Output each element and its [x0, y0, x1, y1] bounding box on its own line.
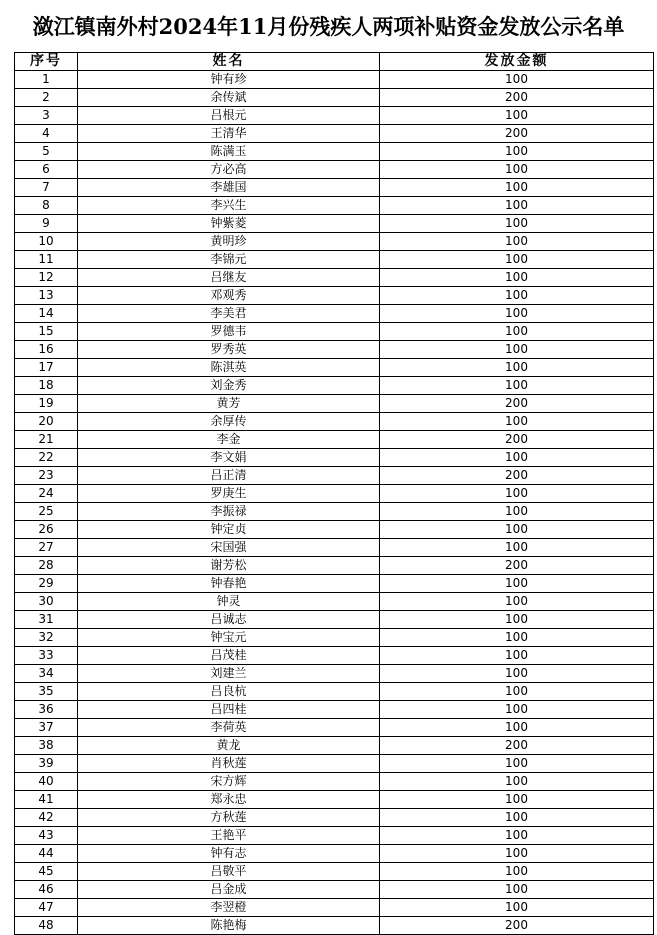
serial-cell: 17 [15, 359, 78, 377]
name-cell: 吕根元 [78, 107, 380, 125]
name-cell: 黄芳 [78, 395, 380, 413]
serial-cell: 27 [15, 539, 78, 557]
table-row [15, 71, 654, 89]
table-row [15, 647, 654, 665]
table-row [15, 485, 654, 503]
amount-cell: 200 [380, 395, 654, 413]
table-row [15, 575, 654, 593]
serial-cell: 44 [15, 845, 78, 863]
amount-cell: 100 [380, 233, 654, 251]
serial-cell: 42 [15, 809, 78, 827]
table-row [15, 593, 654, 611]
name-cell: 吕茂桂 [78, 647, 380, 665]
name-cell: 李兴生 [78, 197, 380, 215]
serial-cell: 26 [15, 521, 78, 539]
serial-cell: 34 [15, 665, 78, 683]
serial-cell: 15 [15, 323, 78, 341]
serial-cell: 10 [15, 233, 78, 251]
serial-cell: 21 [15, 431, 78, 449]
amount-cell: 100 [380, 665, 654, 683]
serial-cell: 23 [15, 467, 78, 485]
name-cell: 宋方辉 [78, 773, 380, 791]
amount-cell: 100 [380, 773, 654, 791]
serial-cell: 40 [15, 773, 78, 791]
table-row [15, 197, 654, 215]
serial-cell: 35 [15, 683, 78, 701]
name-cell: 李振禄 [78, 503, 380, 521]
column-header-amount: 发放金额 [380, 53, 654, 71]
amount-cell: 100 [380, 575, 654, 593]
serial-cell: 39 [15, 755, 78, 773]
name-cell: 钟春艳 [78, 575, 380, 593]
table-row [15, 863, 654, 881]
serial-cell: 29 [15, 575, 78, 593]
amount-cell: 100 [380, 161, 654, 179]
serial-cell: 11 [15, 251, 78, 269]
name-cell: 李锦元 [78, 251, 380, 269]
table-row [15, 503, 654, 521]
name-cell: 邓观秀 [78, 287, 380, 305]
amount-cell: 100 [380, 881, 654, 899]
name-cell: 罗秀英 [78, 341, 380, 359]
table-row [15, 683, 654, 701]
name-cell: 方必高 [78, 161, 380, 179]
amount-cell: 100 [380, 305, 654, 323]
name-cell: 李金 [78, 431, 380, 449]
name-cell: 王艳平 [78, 827, 380, 845]
serial-cell: 14 [15, 305, 78, 323]
name-cell: 王清华 [78, 125, 380, 143]
amount-cell: 100 [380, 449, 654, 467]
table-row [15, 215, 654, 233]
name-cell: 肖秋莲 [78, 755, 380, 773]
amount-cell: 100 [380, 593, 654, 611]
amount-cell: 200 [380, 557, 654, 575]
serial-cell: 13 [15, 287, 78, 305]
name-cell: 李美君 [78, 305, 380, 323]
serial-cell: 16 [15, 341, 78, 359]
name-cell: 李雄国 [78, 179, 380, 197]
serial-cell: 19 [15, 395, 78, 413]
amount-cell: 100 [380, 197, 654, 215]
amount-cell: 100 [380, 899, 654, 917]
name-cell: 吕诚志 [78, 611, 380, 629]
name-cell: 郑永忠 [78, 791, 380, 809]
amount-cell: 100 [380, 215, 654, 233]
amount-cell: 200 [380, 737, 654, 755]
serial-cell: 9 [15, 215, 78, 233]
table-row [15, 233, 654, 251]
name-cell: 钟灵 [78, 593, 380, 611]
table-row [15, 449, 654, 467]
table-row [15, 323, 654, 341]
serial-cell: 1 [15, 71, 78, 89]
name-cell: 罗庚生 [78, 485, 380, 503]
serial-cell: 30 [15, 593, 78, 611]
serial-cell: 2 [15, 89, 78, 107]
amount-cell: 100 [380, 521, 654, 539]
name-cell: 陈满玉 [78, 143, 380, 161]
table-row [15, 755, 654, 773]
amount-cell: 100 [380, 719, 654, 737]
name-cell: 余传斌 [78, 89, 380, 107]
table-row [15, 143, 654, 161]
table-row [15, 179, 654, 197]
table-row [15, 557, 654, 575]
amount-cell: 100 [380, 755, 654, 773]
table-row [15, 881, 654, 899]
name-cell: 方秋莲 [78, 809, 380, 827]
amount-cell: 100 [380, 377, 654, 395]
table-row [15, 845, 654, 863]
name-cell: 黄明珍 [78, 233, 380, 251]
table-row [15, 629, 654, 647]
table-header-row [15, 53, 654, 71]
amount-cell: 100 [380, 107, 654, 125]
table-row [15, 791, 654, 809]
serial-cell: 7 [15, 179, 78, 197]
amount-cell: 100 [380, 287, 654, 305]
name-cell: 李文娟 [78, 449, 380, 467]
table-row [15, 413, 654, 431]
table-row [15, 539, 654, 557]
name-cell: 罗德韦 [78, 323, 380, 341]
amount-cell: 100 [380, 683, 654, 701]
amount-cell: 100 [380, 701, 654, 719]
table-row [15, 305, 654, 323]
serial-cell: 20 [15, 413, 78, 431]
serial-cell: 46 [15, 881, 78, 899]
amount-cell: 100 [380, 71, 654, 89]
amount-cell: 100 [380, 413, 654, 431]
table-body [15, 71, 654, 935]
serial-cell: 33 [15, 647, 78, 665]
table-row [15, 521, 654, 539]
serial-cell: 41 [15, 791, 78, 809]
serial-cell: 36 [15, 701, 78, 719]
table-row [15, 899, 654, 917]
table-row [15, 737, 654, 755]
table-row [15, 809, 654, 827]
name-cell: 李荷英 [78, 719, 380, 737]
name-cell: 吕金成 [78, 881, 380, 899]
table-row [15, 467, 654, 485]
name-cell: 吕四桂 [78, 701, 380, 719]
table-row [15, 89, 654, 107]
table-row [15, 125, 654, 143]
amount-cell: 100 [380, 503, 654, 521]
serial-cell: 28 [15, 557, 78, 575]
amount-cell: 100 [380, 539, 654, 557]
serial-cell: 31 [15, 611, 78, 629]
name-cell: 陈淇英 [78, 359, 380, 377]
serial-cell: 5 [15, 143, 78, 161]
amount-cell: 100 [380, 845, 654, 863]
subsidy-roster-table [14, 52, 654, 935]
name-cell: 李翌橙 [78, 899, 380, 917]
table-row [15, 773, 654, 791]
serial-cell: 43 [15, 827, 78, 845]
amount-cell: 100 [380, 827, 654, 845]
name-cell: 谢芳松 [78, 557, 380, 575]
name-cell: 钟有珍 [78, 71, 380, 89]
name-cell: 余厚传 [78, 413, 380, 431]
column-header-name: 姓名 [78, 53, 380, 71]
serial-cell: 45 [15, 863, 78, 881]
serial-cell: 25 [15, 503, 78, 521]
table-row [15, 107, 654, 125]
amount-cell: 200 [380, 125, 654, 143]
amount-cell: 100 [380, 323, 654, 341]
amount-cell: 100 [380, 647, 654, 665]
table-row [15, 377, 654, 395]
table-row [15, 611, 654, 629]
table-row [15, 161, 654, 179]
name-cell: 刘金秀 [78, 377, 380, 395]
name-cell: 吕敬平 [78, 863, 380, 881]
serial-cell: 12 [15, 269, 78, 287]
amount-cell: 100 [380, 179, 654, 197]
table-row [15, 359, 654, 377]
name-cell: 钟定贞 [78, 521, 380, 539]
amount-cell: 200 [380, 917, 654, 935]
table-row [15, 341, 654, 359]
serial-cell: 48 [15, 917, 78, 935]
serial-cell: 8 [15, 197, 78, 215]
amount-cell: 100 [380, 359, 654, 377]
table-row [15, 701, 654, 719]
serial-cell: 37 [15, 719, 78, 737]
serial-cell: 32 [15, 629, 78, 647]
page-title: 潋江镇南外村2024年11月份残疾人两项补贴资金发放公示名单 [32, 13, 625, 39]
table-row [15, 719, 654, 737]
table-row [15, 431, 654, 449]
serial-cell: 6 [15, 161, 78, 179]
serial-cell: 24 [15, 485, 78, 503]
name-cell: 钟有志 [78, 845, 380, 863]
name-cell: 吕良杭 [78, 683, 380, 701]
table-row [15, 395, 654, 413]
amount-cell: 200 [380, 89, 654, 107]
name-cell: 吕继友 [78, 269, 380, 287]
table-row [15, 917, 654, 935]
name-cell: 黄龙 [78, 737, 380, 755]
name-cell: 吕正清 [78, 467, 380, 485]
amount-cell: 100 [380, 863, 654, 881]
amount-cell: 100 [380, 485, 654, 503]
amount-cell: 100 [380, 143, 654, 161]
serial-cell: 4 [15, 125, 78, 143]
amount-cell: 100 [380, 809, 654, 827]
table-row [15, 287, 654, 305]
serial-cell: 22 [15, 449, 78, 467]
amount-cell: 100 [380, 611, 654, 629]
name-cell: 钟宝元 [78, 629, 380, 647]
table-row [15, 251, 654, 269]
table-row [15, 665, 654, 683]
name-cell: 刘建兰 [78, 665, 380, 683]
name-cell: 宋国强 [78, 539, 380, 557]
amount-cell: 100 [380, 269, 654, 287]
amount-cell: 100 [380, 341, 654, 359]
amount-cell: 200 [380, 431, 654, 449]
amount-cell: 100 [380, 629, 654, 647]
name-cell: 钟紫菱 [78, 215, 380, 233]
serial-cell: 3 [15, 107, 78, 125]
amount-cell: 200 [380, 467, 654, 485]
table-row [15, 269, 654, 287]
column-header-serial: 序号 [15, 53, 78, 71]
table-row [15, 827, 654, 845]
name-cell: 陈艳梅 [78, 917, 380, 935]
amount-cell: 100 [380, 251, 654, 269]
serial-cell: 47 [15, 899, 78, 917]
serial-cell: 18 [15, 377, 78, 395]
serial-cell: 38 [15, 737, 78, 755]
amount-cell: 100 [380, 791, 654, 809]
